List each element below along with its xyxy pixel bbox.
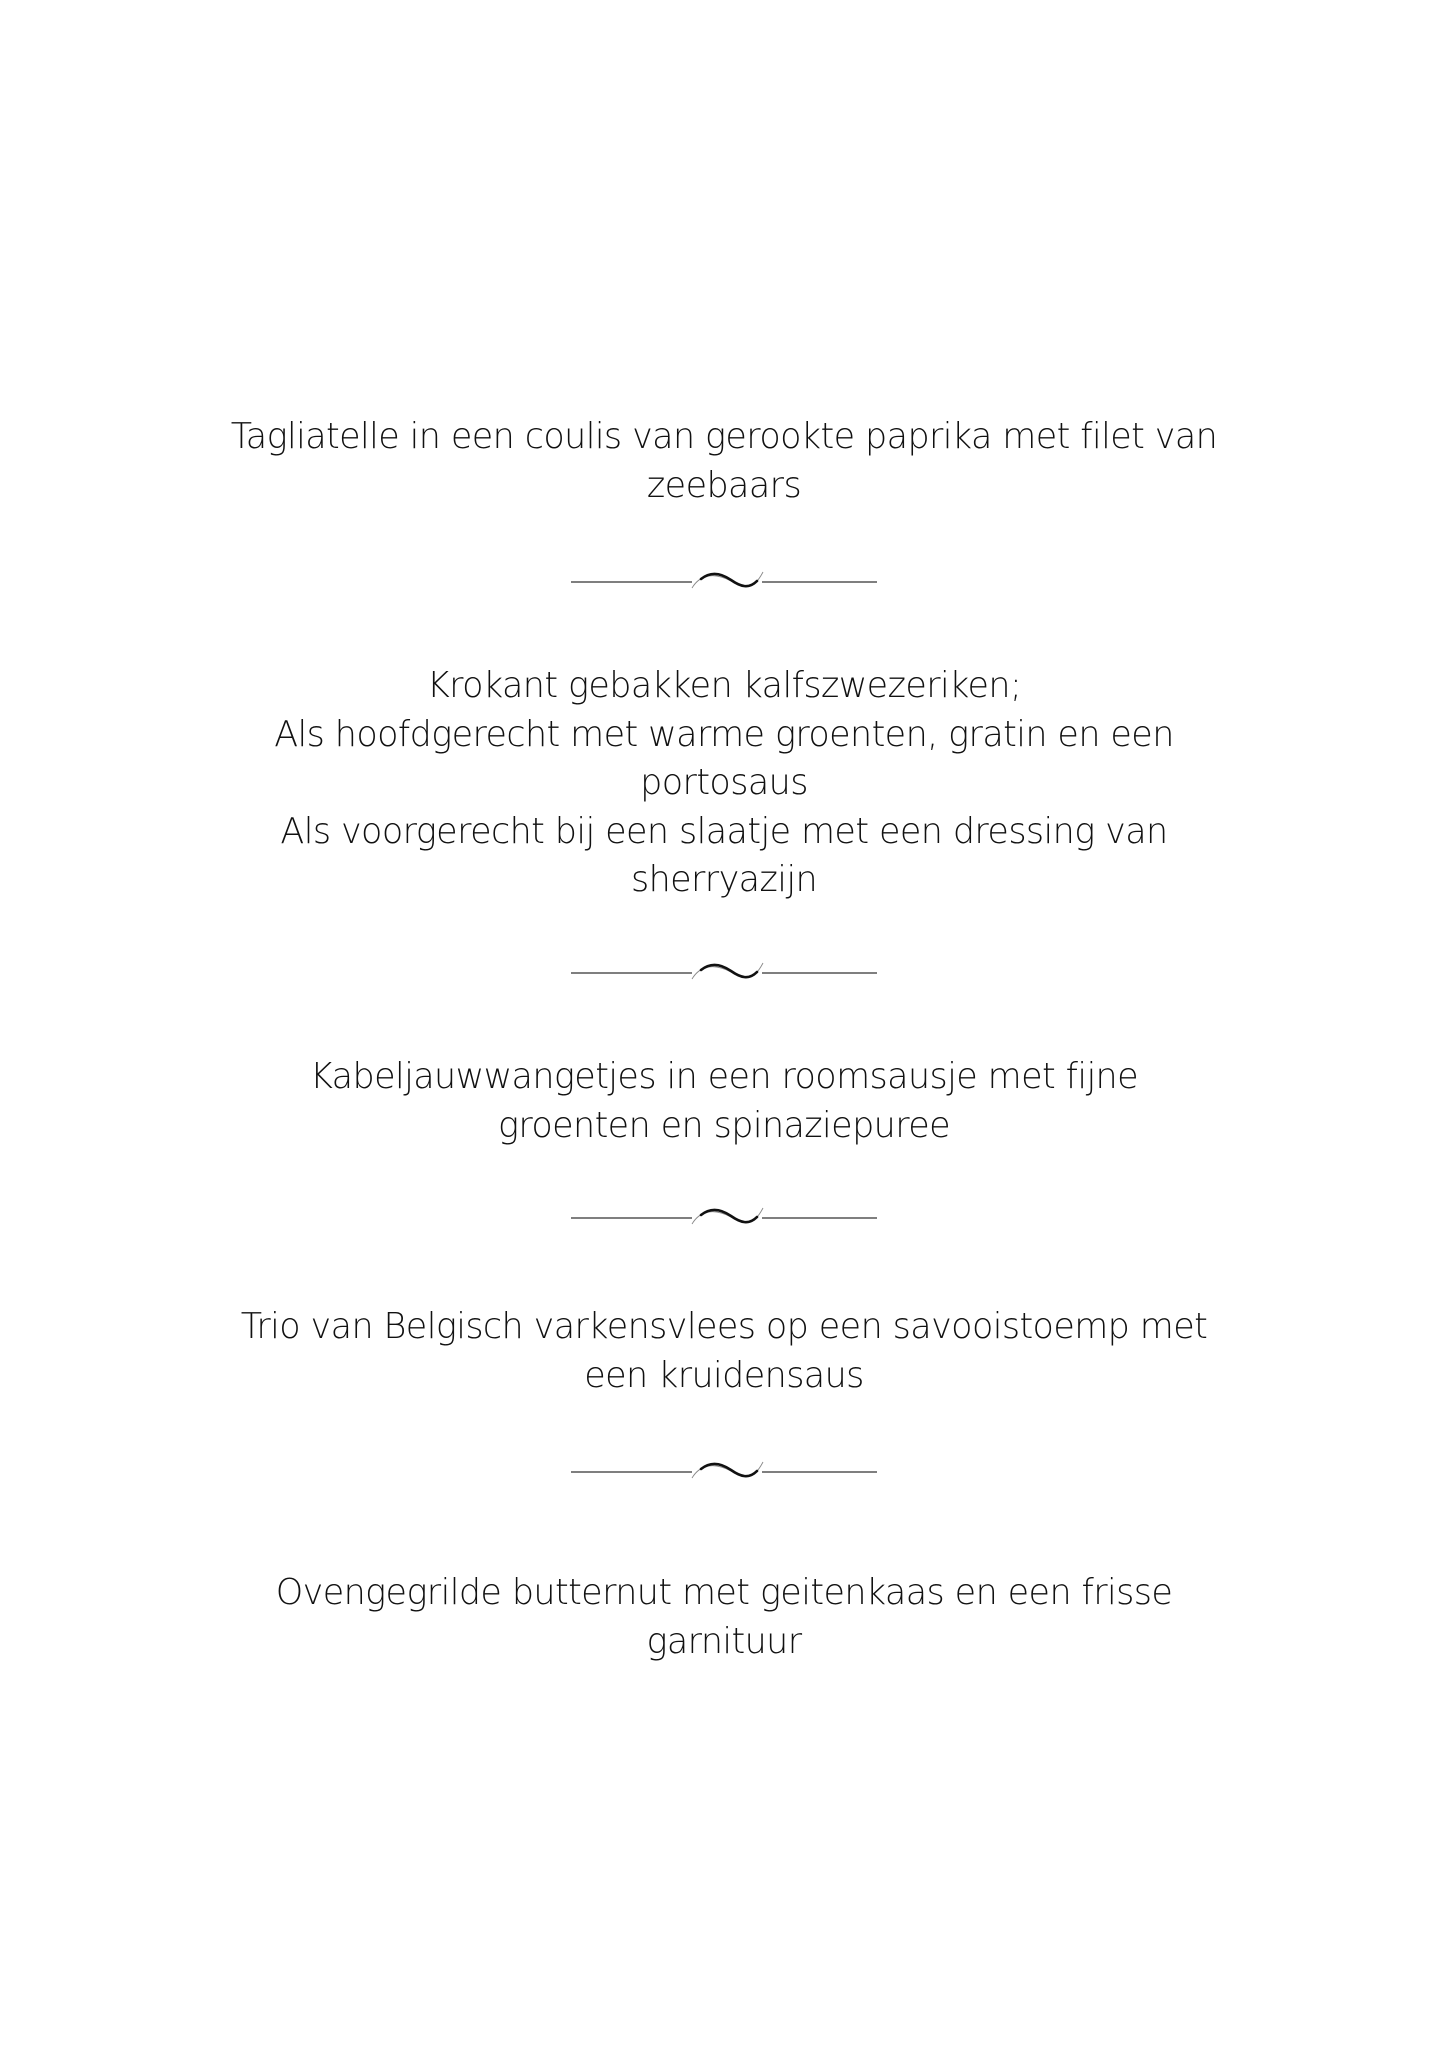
- dish-line: portosaus: [640, 762, 808, 803]
- dish-line: een kruidensaus: [584, 1354, 864, 1396]
- dish-line: Als voorgerecht bij een slaatje met een dressing van: [280, 810, 1168, 852]
- swash-divider-icon: [571, 567, 877, 597]
- dish-kalfszwezeriken: [167, 662, 1281, 905]
- dish-line: zeebaars: [646, 464, 802, 506]
- dish-line: Als hoofdgerecht met warme groenten, gratin en een: [274, 713, 1174, 755]
- dish-line: Krokant gebakken kalfszwezeriken;: [426, 665, 1022, 706]
- swash-divider-icon: [571, 1457, 877, 1487]
- dish-line: groenten en spinaziepuree: [497, 1104, 951, 1146]
- dish-line: Trio van Belgisch varkensvlees op een savooistoemp met: [240, 1306, 1208, 1347]
- swash-divider-icon: [571, 958, 877, 988]
- dish-line: Ovengegrilde butternut met geitenkaas en een frisse: [275, 1572, 1173, 1613]
- dish-line: Tagliatelle in een coulis van gerookte paprika met filet van: [230, 416, 1218, 457]
- dish-butternut: [167, 1569, 1281, 1666]
- dish-tagliatelle: [167, 413, 1281, 510]
- dish-kabeljauwwangetjes: [167, 1053, 1281, 1150]
- dish-line: sherryazijn: [630, 859, 818, 900]
- dish-line: garnituur: [646, 1620, 802, 1662]
- swash-divider-icon: [571, 1203, 877, 1233]
- dish-line: Kabeljauwwangetjes in een roomsausje met fijne: [309, 1056, 1139, 1097]
- dish-varkensvlees-trio: [167, 1303, 1281, 1400]
